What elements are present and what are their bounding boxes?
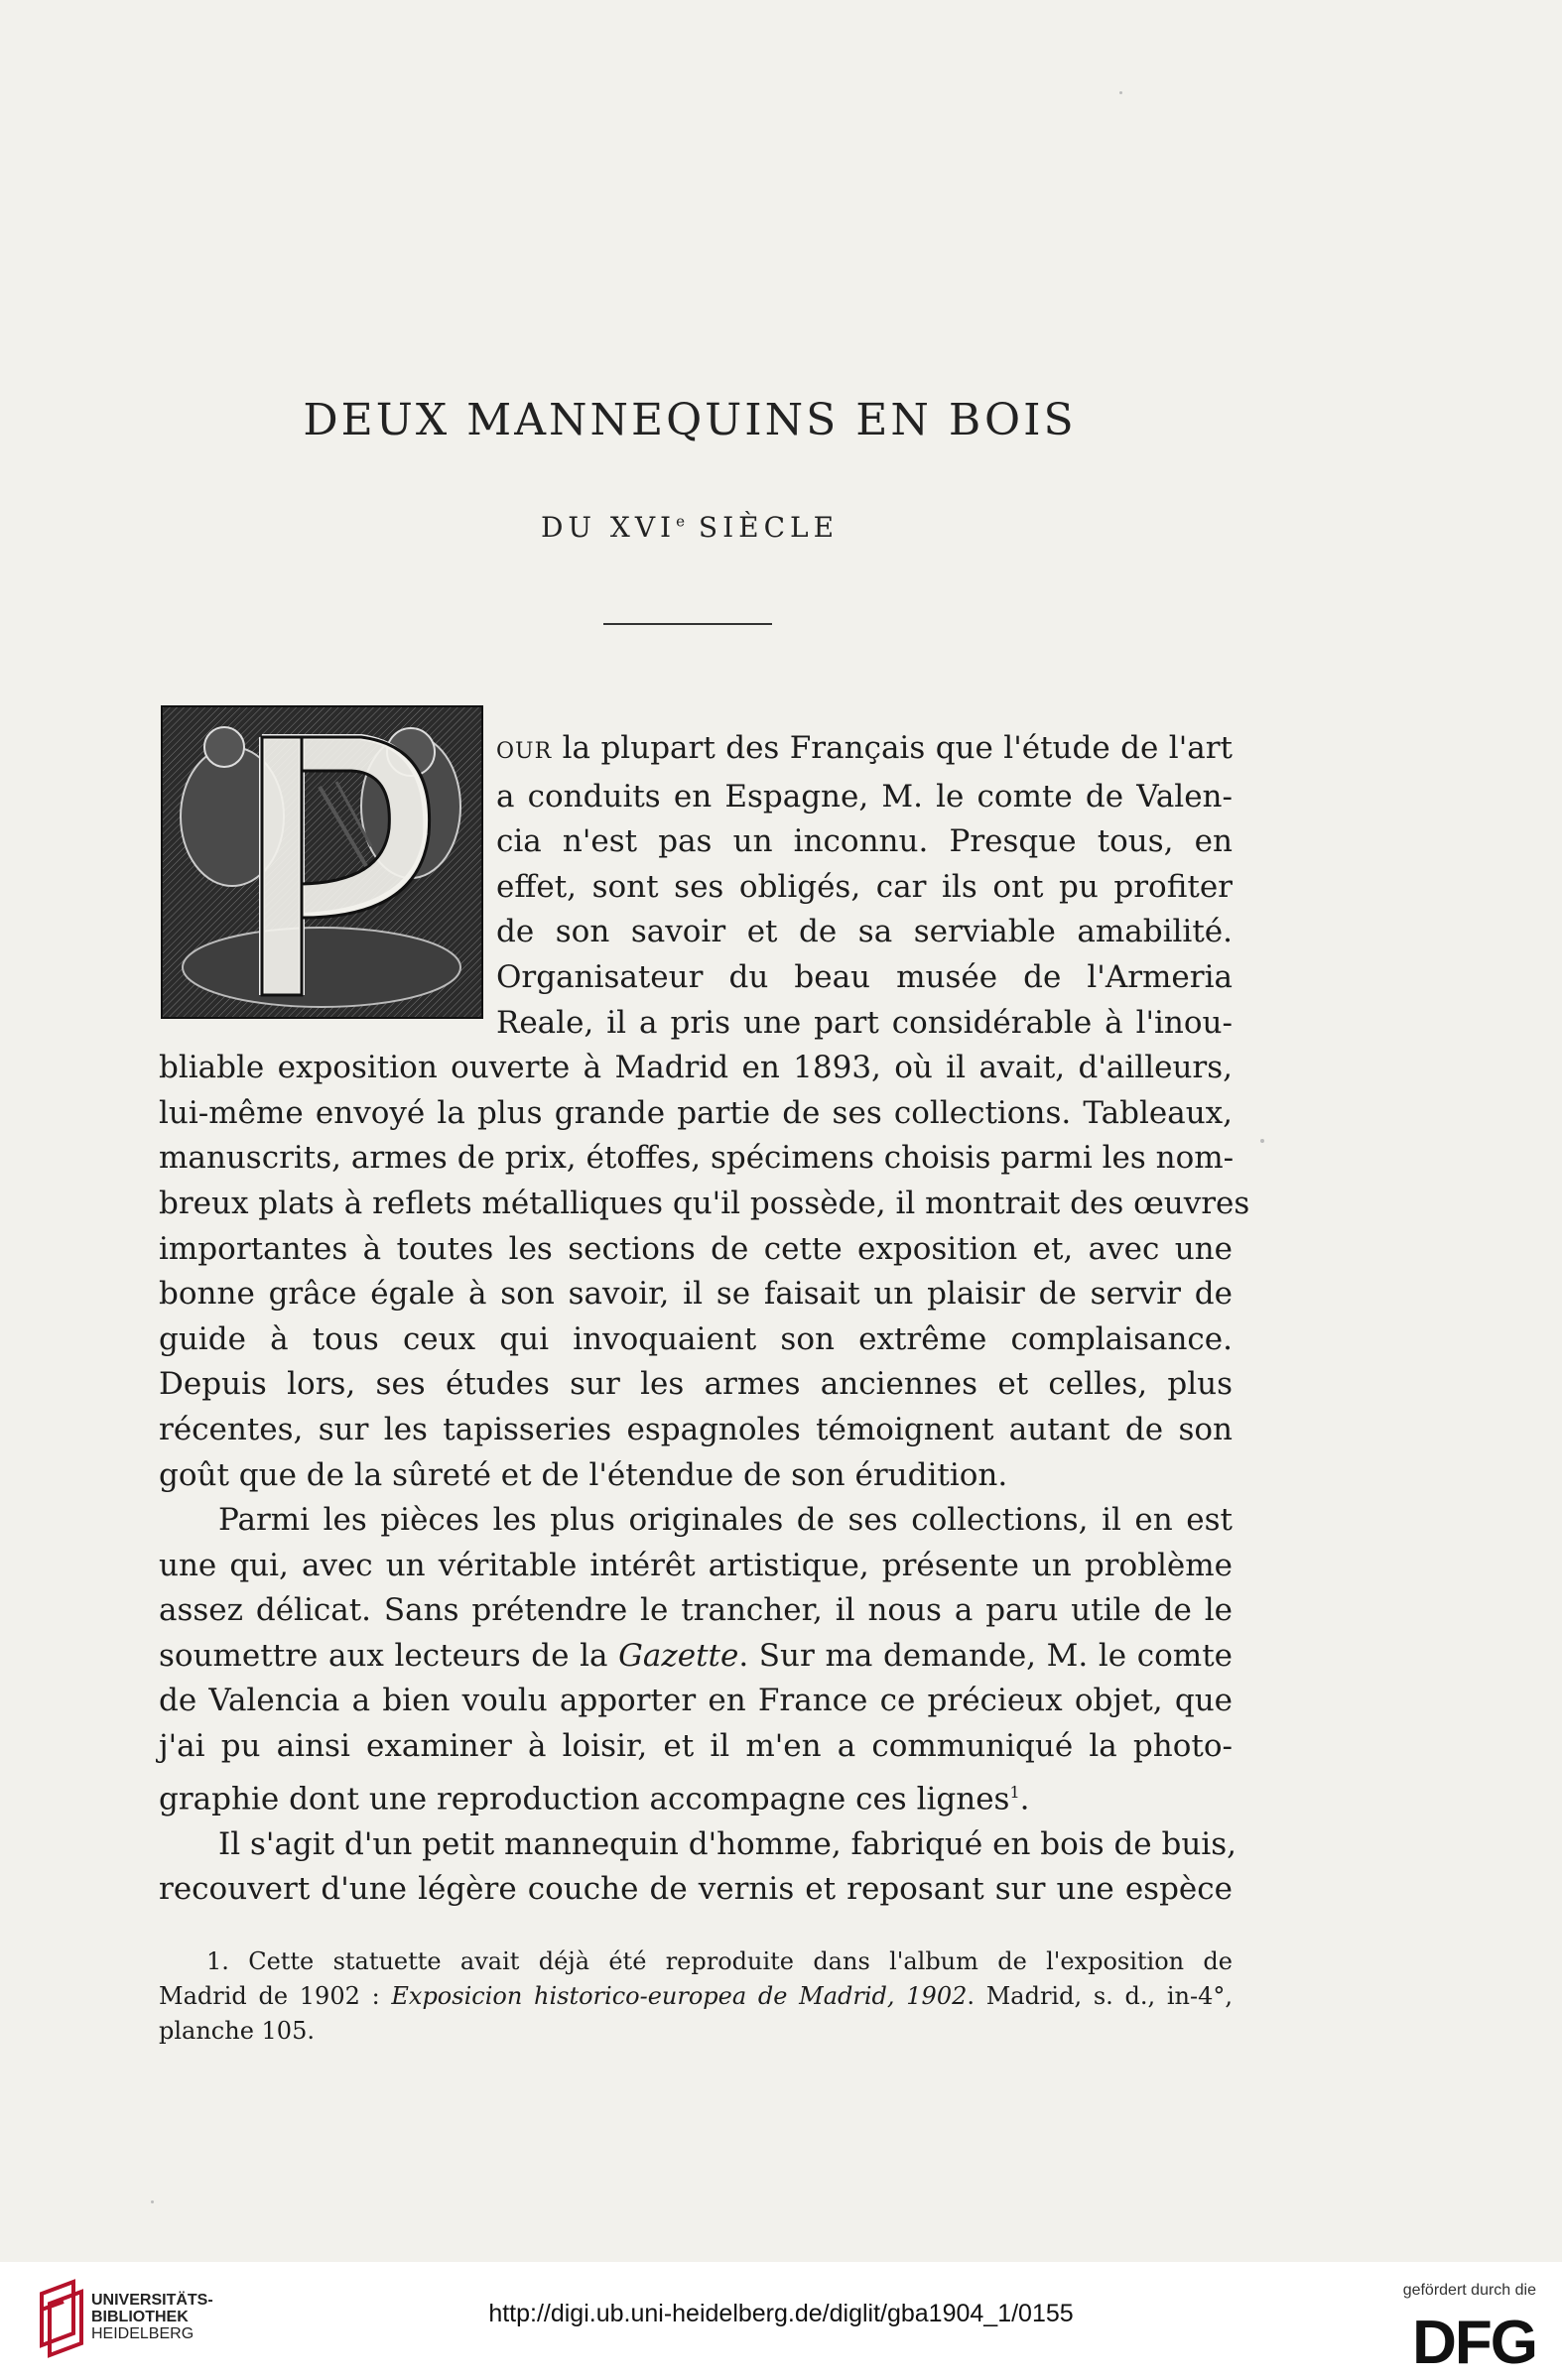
text-line: bonne grâce égale à son savoir, il se faisait un plaisir de servir de [159, 1276, 1233, 1313]
text-run: graphie dont une reproduction accompagne ces lignes [159, 1780, 1010, 1816]
text-line: Parmi les pièces les plus originales de ses collections, il en est [218, 1502, 1233, 1539]
text-line: importantes à toutes les sections de cette exposition et, avec une [159, 1230, 1233, 1267]
text-line: bliable exposition ouverte à Madrid en 1893, où il avait, d'ailleurs, [159, 1050, 1233, 1086]
text-run: . [1019, 1780, 1030, 1816]
text-run: Madrid de 1902 : [159, 1982, 392, 2010]
footnote-line: 1. Cette statuette avait déjà été reproduite dans l'album de l'exposition de [206, 1947, 1233, 1975]
text-line: manuscrits, armes de prix, étoffes, spécimens choisis parmi les nom- [159, 1140, 1235, 1177]
text-line: Reale, il a pris une part considérable à l'inou- [496, 1004, 1233, 1041]
text-line: j'ai pu ainsi examiner à loisir, et il m'en a communiqué la photo- [159, 1728, 1233, 1765]
text-line: effet, sont ses obligés, car ils ont pu profiter [496, 868, 1233, 905]
text-line: Depuis lors, ses études sur les armes anciennes et celles, plus [159, 1366, 1233, 1403]
text-line: guide à tous ceux qui invoquaient son extrême complaisance. [159, 1320, 1233, 1357]
funding-note: gefördert durch die [1402, 2282, 1536, 2299]
text-line: a conduits en Espagne, M. le comte de Valen- [496, 778, 1233, 814]
text-line [159, 726, 1233, 775]
subtitle-text: DU XVI [540, 511, 677, 544]
footnote-reference[interactable]: 1 [1009, 1782, 1020, 1802]
text-run: la plupart des Français que l'étude de l'art [552, 730, 1233, 766]
text-run: soumettre aux lecteurs de la [159, 1637, 619, 1674]
text-line [159, 1634, 1233, 1680]
article-title: DEUX MANNEQUINS EN BOIS [303, 395, 1077, 445]
text-line: goût que de la sûreté et de l'étendue de son érudition. [159, 1456, 1008, 1493]
subtitle-text-end: SIÈCLE [685, 511, 840, 544]
library-name-line: UNIVERSITÄTS- [91, 2292, 213, 2309]
text-line: breux plats à reflets métalliques qu'il possède, il montrait des œuvres [159, 1185, 1250, 1221]
footnote-line [159, 1979, 1233, 2014]
text-run: . Sur ma demande, M. le comte [738, 1637, 1233, 1674]
library-name-line: HEIDELBERG [91, 2325, 195, 2342]
library-name-line: BIBLIOTHEK [91, 2309, 189, 2325]
scan-speck [151, 2200, 154, 2203]
text-line: cia n'est pas un inconnu. Presque tous, en [496, 823, 1233, 860]
scan-speck [1119, 91, 1122, 94]
text-line: recouvert d'une légère couche de vernis et reposant sur une espèce [159, 1871, 1233, 1908]
article-body [159, 726, 1250, 1913]
text-line: une qui, avec un véritable intérêt artistique, présente un problème [159, 1547, 1233, 1583]
article-subtitle [0, 511, 1379, 544]
dfg-logo-icon[interactable]: DFG [1412, 2309, 1536, 2377]
text-run: . Madrid, s. d., in-4°, [967, 1982, 1233, 2010]
title-divider [603, 623, 772, 625]
scan-speck [1260, 1139, 1264, 1143]
footnote [159, 1944, 1233, 2049]
initial-word-smallcaps: OUR [496, 739, 553, 764]
footnote-line: planche 105. [159, 2017, 315, 2045]
italic-title: Gazette [618, 1637, 739, 1674]
permalink-url[interactable]: http://digi.ub.uni-heidelberg.de/diglit/gba1904_1/0155 [488, 2300, 1074, 2327]
text-line [159, 1770, 1233, 1822]
italic-title: Exposicion historico-europea de Madrid, 1902 [391, 1982, 968, 2010]
subtitle-superscript: e [676, 512, 685, 531]
text-line: récentes, sur les tapisseries espagnoles témoignent autant de son [159, 1411, 1233, 1447]
text-line: assez délicat. Sans prétendre le trancher, il nous a paru utile de le [159, 1592, 1233, 1629]
text-line: de son savoir et de sa serviable amabilité. [496, 914, 1233, 950]
text-line: de Valencia a bien voulu apporter en France ce précieux objet, que [159, 1683, 1233, 1719]
text-line: Organisateur du beau musée de l'Armeria [496, 958, 1233, 995]
text-line: lui-même envoyé la plus grande partie de ses collections. Tableaux, [159, 1094, 1233, 1131]
text-line: Il s'agit d'un petit mannequin d'homme, fabriqué en bois de buis, [218, 1825, 1237, 1862]
